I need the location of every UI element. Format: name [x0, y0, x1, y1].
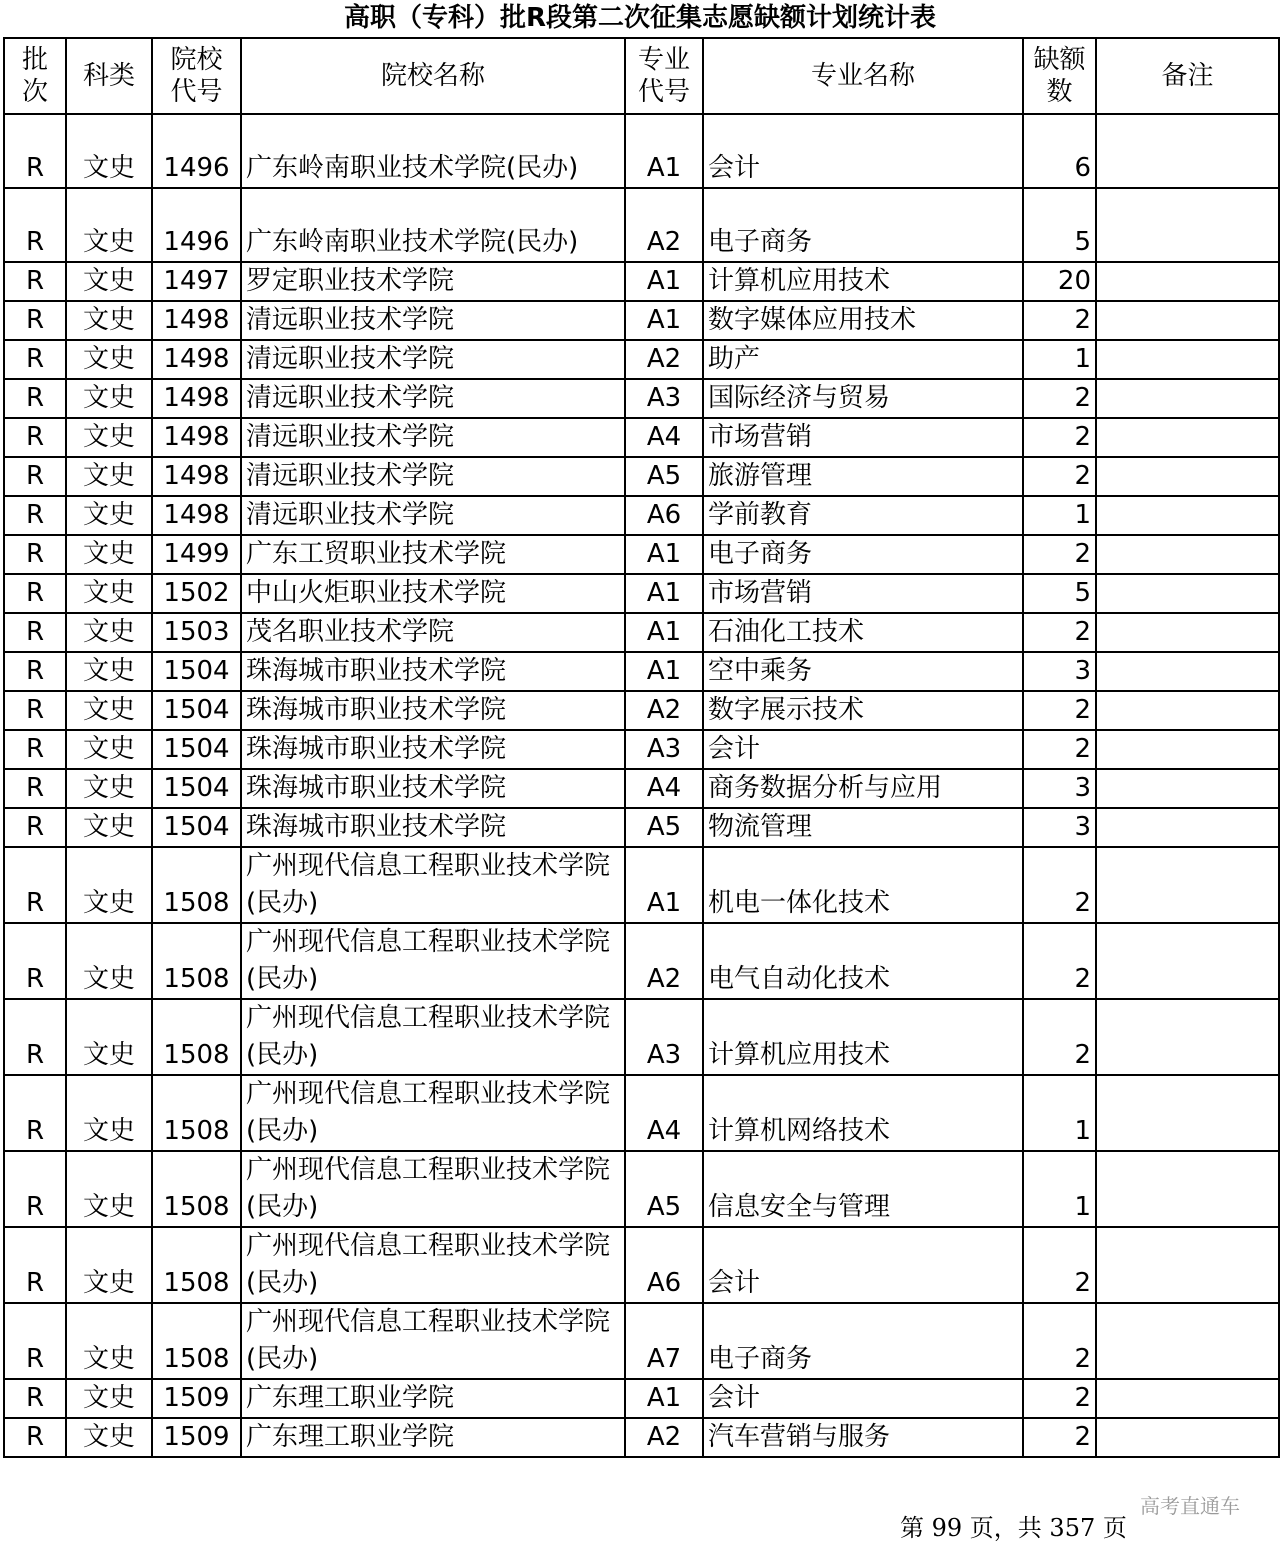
cell-category: 文史 — [66, 262, 152, 301]
table-row — [4, 923, 1279, 999]
cell-major-name: 空中乘务 — [703, 652, 1023, 691]
cell-vacancy: 2 — [1023, 418, 1096, 457]
cell-remark — [1096, 114, 1279, 188]
cell-remark — [1096, 188, 1279, 262]
cell-major-name: 会计 — [703, 1227, 1023, 1303]
cell-vacancy: 1 — [1023, 340, 1096, 379]
cell-batch: R — [4, 496, 66, 535]
cell-major-name: 数字媒体应用技术 — [703, 301, 1023, 340]
cell-remark — [1096, 301, 1279, 340]
cell-category: 文史 — [66, 188, 152, 262]
table-row — [4, 1227, 1279, 1303]
cell-major-code: A4 — [625, 1075, 703, 1151]
cell-school-code: 1509 — [152, 1379, 241, 1418]
cell-major-name: 石油化工技术 — [703, 613, 1023, 652]
cell-category: 文史 — [66, 808, 152, 847]
cell-vacancy: 2 — [1023, 1379, 1096, 1418]
cell-school-name: 广州现代信息工程职业技术学院(民办) — [241, 923, 625, 999]
cell-remark — [1096, 1227, 1279, 1303]
cell-category: 文史 — [66, 1227, 152, 1303]
cell-school-code: 1497 — [152, 262, 241, 301]
table-row — [4, 1379, 1279, 1418]
cell-school-name: 广东理工职业学院 — [241, 1379, 625, 1418]
table-row — [4, 1075, 1279, 1151]
cell-major-code: A2 — [625, 1418, 703, 1457]
cell-major-name: 会计 — [703, 114, 1023, 188]
cell-school-name: 广州现代信息工程职业技术学院(民办) — [241, 1227, 625, 1303]
cell-remark — [1096, 847, 1279, 923]
header-school-code: 院校代号 — [152, 38, 241, 114]
cell-school-name: 清远职业技术学院 — [241, 496, 625, 535]
cell-school-name: 清远职业技术学院 — [241, 457, 625, 496]
cell-remark — [1096, 652, 1279, 691]
table-row — [4, 114, 1279, 188]
cell-school-code: 1499 — [152, 535, 241, 574]
cell-major-code: A5 — [625, 1151, 703, 1227]
cell-major-name: 助产 — [703, 340, 1023, 379]
cell-major-name: 市场营销 — [703, 418, 1023, 457]
cell-major-code: A1 — [625, 1379, 703, 1418]
cell-major-code: A4 — [625, 418, 703, 457]
header-row — [4, 38, 1279, 114]
cell-category: 文史 — [66, 379, 152, 418]
cell-category: 文史 — [66, 691, 152, 730]
cell-batch: R — [4, 1075, 66, 1151]
cell-major-code: A2 — [625, 340, 703, 379]
cell-remark — [1096, 808, 1279, 847]
cell-category: 文史 — [66, 847, 152, 923]
cell-vacancy: 3 — [1023, 808, 1096, 847]
cell-vacancy: 5 — [1023, 188, 1096, 262]
cell-major-name: 物流管理 — [703, 808, 1023, 847]
cell-major-name: 电气自动化技术 — [703, 923, 1023, 999]
cell-remark — [1096, 691, 1279, 730]
cell-batch: R — [4, 418, 66, 457]
cell-school-code: 1504 — [152, 769, 241, 808]
cell-major-name: 会计 — [703, 730, 1023, 769]
cell-major-name: 电子商务 — [703, 188, 1023, 262]
cell-category: 文史 — [66, 1151, 152, 1227]
cell-remark — [1096, 769, 1279, 808]
cell-category: 文史 — [66, 1379, 152, 1418]
cell-major-code: A3 — [625, 730, 703, 769]
cell-school-code: 1496 — [152, 188, 241, 262]
cell-batch: R — [4, 262, 66, 301]
table-row — [4, 769, 1279, 808]
cell-category: 文史 — [66, 496, 152, 535]
cell-school-name: 广东岭南职业技术学院(民办) — [241, 188, 625, 262]
cell-major-name: 计算机网络技术 — [703, 1075, 1023, 1151]
header-school-name: 院校名称 — [241, 38, 625, 114]
cell-batch: R — [4, 923, 66, 999]
cell-major-code: A2 — [625, 691, 703, 730]
cell-batch: R — [4, 114, 66, 188]
cell-major-code: A2 — [625, 188, 703, 262]
cell-major-code: A1 — [625, 262, 703, 301]
cell-category: 文史 — [66, 301, 152, 340]
cell-vacancy: 2 — [1023, 1418, 1096, 1457]
cell-category: 文史 — [66, 1075, 152, 1151]
cell-major-code: A7 — [625, 1303, 703, 1379]
cell-major-name: 商务数据分析与应用 — [703, 769, 1023, 808]
cell-major-name: 汽车营销与服务 — [703, 1418, 1023, 1457]
cell-category: 文史 — [66, 923, 152, 999]
table-row — [4, 691, 1279, 730]
cell-major-code: A1 — [625, 535, 703, 574]
cell-school-code: 1504 — [152, 730, 241, 769]
table-row — [4, 418, 1279, 457]
cell-school-name: 广州现代信息工程职业技术学院(民办) — [241, 999, 625, 1075]
cell-batch: R — [4, 457, 66, 496]
cell-vacancy: 3 — [1023, 652, 1096, 691]
cell-school-code: 1508 — [152, 847, 241, 923]
cell-vacancy: 2 — [1023, 999, 1096, 1075]
cell-school-code: 1504 — [152, 691, 241, 730]
cell-school-code: 1508 — [152, 999, 241, 1075]
cell-remark — [1096, 418, 1279, 457]
cell-major-code: A1 — [625, 574, 703, 613]
cell-school-code: 1508 — [152, 1227, 241, 1303]
cell-remark — [1096, 457, 1279, 496]
cell-batch: R — [4, 1303, 66, 1379]
cell-school-name: 罗定职业技术学院 — [241, 262, 625, 301]
cell-vacancy: 2 — [1023, 691, 1096, 730]
cell-vacancy: 1 — [1023, 1075, 1096, 1151]
cell-batch: R — [4, 691, 66, 730]
cell-school-name: 广州现代信息工程职业技术学院(民办) — [241, 1151, 625, 1227]
cell-batch: R — [4, 1227, 66, 1303]
cell-major-name: 计算机应用技术 — [703, 999, 1023, 1075]
cell-vacancy: 2 — [1023, 613, 1096, 652]
cell-batch: R — [4, 847, 66, 923]
cell-batch: R — [4, 340, 66, 379]
cell-major-code: A1 — [625, 652, 703, 691]
cell-remark — [1096, 1379, 1279, 1418]
cell-school-name: 茂名职业技术学院 — [241, 613, 625, 652]
cell-category: 文史 — [66, 457, 152, 496]
cell-vacancy: 2 — [1023, 1303, 1096, 1379]
cell-major-name: 电子商务 — [703, 535, 1023, 574]
cell-school-name: 珠海城市职业技术学院 — [241, 769, 625, 808]
table-row — [4, 652, 1279, 691]
cell-major-code: A1 — [625, 114, 703, 188]
cell-category: 文史 — [66, 574, 152, 613]
header-remark: 备注 — [1096, 38, 1279, 114]
cell-major-code: A1 — [625, 613, 703, 652]
cell-remark — [1096, 535, 1279, 574]
cell-school-name: 广州现代信息工程职业技术学院(民办) — [241, 1075, 625, 1151]
cell-school-name: 广东工贸职业技术学院 — [241, 535, 625, 574]
cell-batch: R — [4, 1418, 66, 1457]
cell-school-name: 中山火炬职业技术学院 — [241, 574, 625, 613]
cell-remark — [1096, 496, 1279, 535]
cell-school-code: 1498 — [152, 418, 241, 457]
cell-school-code: 1498 — [152, 496, 241, 535]
table-title: 高职（专科）批R段第二次征集志愿缺额计划统计表 — [343, 3, 937, 33]
table-row — [4, 535, 1279, 574]
cell-major-code: A4 — [625, 769, 703, 808]
cell-school-code: 1504 — [152, 808, 241, 847]
cell-vacancy: 1 — [1023, 1151, 1096, 1227]
table-row — [4, 730, 1279, 769]
cell-school-name: 清远职业技术学院 — [241, 340, 625, 379]
cell-school-code: 1496 — [152, 114, 241, 188]
cell-vacancy: 2 — [1023, 301, 1096, 340]
table-row — [4, 262, 1279, 301]
cell-batch: R — [4, 999, 66, 1075]
watermark: 高考直通车 — [1140, 1494, 1240, 1518]
header-category: 科类 — [66, 38, 152, 114]
cell-vacancy: 2 — [1023, 730, 1096, 769]
table-row — [4, 1303, 1279, 1379]
cell-major-name: 计算机应用技术 — [703, 262, 1023, 301]
cell-school-name: 广州现代信息工程职业技术学院(民办) — [241, 1303, 625, 1379]
cell-remark — [1096, 730, 1279, 769]
cell-vacancy: 2 — [1023, 457, 1096, 496]
cell-school-name: 清远职业技术学院 — [241, 379, 625, 418]
cell-batch: R — [4, 535, 66, 574]
cell-school-name: 广州现代信息工程职业技术学院(民办) — [241, 847, 625, 923]
header-batch: 批次 — [4, 38, 66, 114]
cell-school-code: 1502 — [152, 574, 241, 613]
cell-school-code: 1509 — [152, 1418, 241, 1457]
cell-category: 文史 — [66, 730, 152, 769]
cell-vacancy: 20 — [1023, 262, 1096, 301]
cell-school-code: 1498 — [152, 301, 241, 340]
cell-remark — [1096, 999, 1279, 1075]
cell-major-code: A1 — [625, 847, 703, 923]
table-row — [4, 457, 1279, 496]
cell-vacancy: 2 — [1023, 1227, 1096, 1303]
cell-category: 文史 — [66, 340, 152, 379]
cell-school-code: 1503 — [152, 613, 241, 652]
cell-remark — [1096, 1418, 1279, 1457]
table-row — [4, 496, 1279, 535]
cell-category: 文史 — [66, 418, 152, 457]
cell-major-name: 市场营销 — [703, 574, 1023, 613]
cell-major-name: 国际经济与贸易 — [703, 379, 1023, 418]
cell-major-name: 信息安全与管理 — [703, 1151, 1023, 1227]
cell-batch: R — [4, 1379, 66, 1418]
cell-batch: R — [4, 808, 66, 847]
cell-school-code: 1498 — [152, 379, 241, 418]
cell-major-code: A3 — [625, 999, 703, 1075]
vacancy-table — [3, 37, 1280, 1458]
table-row — [4, 574, 1279, 613]
cell-school-name: 珠海城市职业技术学院 — [241, 691, 625, 730]
cell-school-code: 1504 — [152, 652, 241, 691]
cell-category: 文史 — [66, 613, 152, 652]
cell-vacancy: 1 — [1023, 496, 1096, 535]
cell-category: 文史 — [66, 769, 152, 808]
page-footer: 第 99 页，共 357 页 — [900, 1514, 1127, 1542]
cell-school-name: 广东岭南职业技术学院(民办) — [241, 114, 625, 188]
cell-vacancy: 6 — [1023, 114, 1096, 188]
cell-remark — [1096, 379, 1279, 418]
cell-major-name: 机电一体化技术 — [703, 847, 1023, 923]
cell-batch: R — [4, 301, 66, 340]
cell-major-name: 数字展示技术 — [703, 691, 1023, 730]
cell-category: 文史 — [66, 535, 152, 574]
cell-school-code: 1498 — [152, 340, 241, 379]
header-major-code: 专业代号 — [625, 38, 703, 114]
cell-school-name: 清远职业技术学院 — [241, 301, 625, 340]
table-row — [4, 999, 1279, 1075]
cell-school-name: 广东理工职业学院 — [241, 1418, 625, 1457]
cell-remark — [1096, 923, 1279, 999]
table-row — [4, 188, 1279, 262]
cell-major-code: A5 — [625, 457, 703, 496]
cell-school-name: 清远职业技术学院 — [241, 418, 625, 457]
cell-vacancy: 2 — [1023, 923, 1096, 999]
cell-remark — [1096, 1075, 1279, 1151]
cell-batch: R — [4, 730, 66, 769]
cell-major-name: 学前教育 — [703, 496, 1023, 535]
cell-batch: R — [4, 1151, 66, 1227]
table-row — [4, 1418, 1279, 1457]
header-vacancy: 缺额数 — [1023, 38, 1096, 114]
cell-remark — [1096, 262, 1279, 301]
table-row — [4, 301, 1279, 340]
cell-remark — [1096, 1303, 1279, 1379]
cell-category: 文史 — [66, 1418, 152, 1457]
cell-vacancy: 5 — [1023, 574, 1096, 613]
cell-major-name: 旅游管理 — [703, 457, 1023, 496]
cell-batch: R — [4, 613, 66, 652]
cell-category: 文史 — [66, 999, 152, 1075]
cell-school-code: 1498 — [152, 457, 241, 496]
cell-remark — [1096, 613, 1279, 652]
cell-batch: R — [4, 769, 66, 808]
cell-major-code: A2 — [625, 923, 703, 999]
cell-batch: R — [4, 379, 66, 418]
cell-major-code: A6 — [625, 496, 703, 535]
table-row — [4, 613, 1279, 652]
cell-major-name: 电子商务 — [703, 1303, 1023, 1379]
cell-major-code: A3 — [625, 379, 703, 418]
cell-school-name: 珠海城市职业技术学院 — [241, 652, 625, 691]
cell-remark — [1096, 340, 1279, 379]
cell-school-name: 珠海城市职业技术学院 — [241, 808, 625, 847]
table-row — [4, 379, 1279, 418]
table-row — [4, 340, 1279, 379]
table-row — [4, 1151, 1279, 1227]
cell-school-code: 1508 — [152, 1075, 241, 1151]
cell-major-code: A1 — [625, 301, 703, 340]
cell-batch: R — [4, 652, 66, 691]
cell-major-code: A5 — [625, 808, 703, 847]
cell-school-code: 1508 — [152, 1151, 241, 1227]
cell-school-code: 1508 — [152, 923, 241, 999]
cell-batch: R — [4, 574, 66, 613]
cell-vacancy: 2 — [1023, 847, 1096, 923]
cell-vacancy: 2 — [1023, 379, 1096, 418]
cell-vacancy: 3 — [1023, 769, 1096, 808]
cell-remark — [1096, 1151, 1279, 1227]
cell-remark — [1096, 574, 1279, 613]
cell-major-name: 会计 — [703, 1379, 1023, 1418]
cell-vacancy: 2 — [1023, 535, 1096, 574]
table-row — [4, 808, 1279, 847]
cell-category: 文史 — [66, 114, 152, 188]
cell-batch: R — [4, 188, 66, 262]
cell-category: 文史 — [66, 652, 152, 691]
cell-major-code: A6 — [625, 1227, 703, 1303]
header-major-name: 专业名称 — [703, 38, 1023, 114]
cell-school-name: 珠海城市职业技术学院 — [241, 730, 625, 769]
cell-category: 文史 — [66, 1303, 152, 1379]
table-row — [4, 847, 1279, 923]
cell-school-code: 1508 — [152, 1303, 241, 1379]
